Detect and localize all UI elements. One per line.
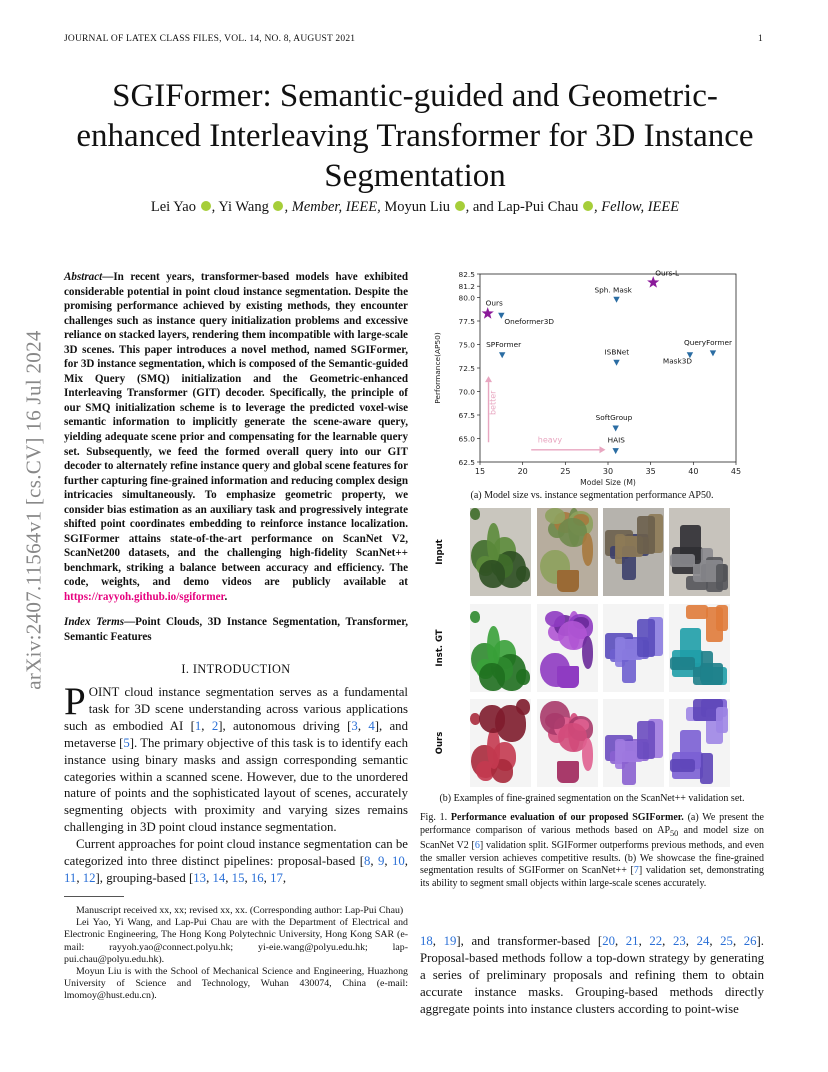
footnote-text: Lei Yao, Yi Wang, and Lap-Pui Chau are with the Department of Electrical and Electronic Engineering, The Hong Kong Polytechnic University, Hong Kong SAR (e-mail: rayyoh.yao@connect.polyu.hk; yi-eie.wang@polyu.edu.hk; lap-pui.chau@polyu.edu.hk). — [64, 917, 408, 965]
x-tick-label: 35 — [645, 467, 656, 476]
section-number: I. — [181, 662, 190, 676]
segmentation-image — [537, 699, 598, 787]
row-label — [430, 512, 450, 592]
caption-text: ] validation split. SGIFormer outperforms previous methods, and even the smaller version achieves competitive results. (b) We showcase the fine-grained segmentation results of SGIFormer on ScanNet++ [ — [420, 840, 764, 877]
abstract — [64, 270, 408, 605]
y-tick-label: 67.5 — [458, 410, 475, 420]
sep: , — [244, 870, 251, 885]
figure-caption — [420, 812, 764, 891]
author-role: , Fellow, IEEE — [594, 199, 680, 215]
index-terms-label: Index Terms — [64, 616, 125, 628]
sep: , — [732, 934, 744, 948]
row-label — [430, 703, 450, 783]
running-header: JOURNAL OF LATEX CLASS FILES, VOL. 14, NO. 8, AUGUST 2021 — [64, 34, 356, 44]
citation-link[interactable]: 22 — [649, 934, 663, 948]
citation-link[interactable]: 10 — [391, 854, 405, 869]
sep: , — [206, 870, 213, 885]
segmentation-image — [669, 604, 730, 692]
footnotes — [64, 905, 408, 1003]
period: . — [224, 591, 228, 604]
segment-blob — [470, 611, 480, 623]
sep: , — [709, 934, 721, 948]
citation-link[interactable]: 25 — [720, 934, 733, 948]
segmentation-image — [603, 699, 664, 787]
caption-text: (a) We present the performance comparison of various methods based on AP — [420, 812, 764, 836]
sep: , — [384, 854, 392, 869]
x-tick-label: 25 — [560, 467, 571, 476]
point-label: Sph. Mask — [594, 285, 632, 295]
intro-text: OINT cloud instance segmentation serves as a fundamental task for 3D scene understanding across various applications such as embodied AI [ — [64, 685, 408, 733]
intro-text: ]. The primary objective of this task is to identify each instance using binary masks and assign corresponding semantic categories within a scanned scene. However, due to the unordered nature of points and the sophisticated layout of scenes, accurately segmenting objects with proximity and varying sizes remains challenging in 3D point cloud instance segmentation. — [64, 735, 408, 835]
intro-text: ], and metaverse [ — [64, 718, 408, 750]
intro-text: ], autonomous driving [ — [218, 718, 352, 733]
citation-link[interactable]: 18 — [420, 934, 433, 948]
segment-blob — [545, 611, 565, 627]
sep: , — [432, 934, 444, 948]
citation-link[interactable]: 5 — [123, 735, 130, 750]
segmentation-image — [537, 508, 598, 596]
abstract-label: Abstract — [64, 271, 103, 283]
sep: , — [201, 718, 212, 733]
segmentation-image — [470, 604, 531, 692]
figure-title: Performance evaluation of our proposed SGIFormer. — [450, 812, 684, 823]
segment-blob — [470, 508, 480, 520]
point-label: SoftGroup — [595, 413, 633, 423]
subscript: 50 — [670, 828, 679, 838]
arxiv-id: arXiv:2407.11564v1 [cs.CV] 16 Jul 2024 — [21, 330, 46, 690]
segment-blob — [479, 663, 505, 691]
segment-blob — [487, 626, 500, 667]
segment-blob — [670, 554, 695, 567]
citation-link[interactable]: 3 — [351, 718, 358, 733]
author-name: Lei Yao — [150, 199, 196, 215]
author-name: , and Lap-Pui Chau — [465, 199, 579, 215]
paper-title: SGIFormer: Semantic-guided and Geometric-enhanced Interleaving Transformer for 3D Instance Segmentation — [76, 78, 754, 194]
y-tick-label: 82.5 — [458, 269, 475, 279]
segment-blob — [487, 523, 500, 564]
x-axis-label: Model Size (M) — [580, 478, 636, 487]
footnote-text: Manuscript received xx, xx; revised xx, xx. (Corresponding author: Lap-Pui Chau) — [76, 905, 404, 916]
row-label — [430, 608, 450, 688]
y-tick-label: 75.0 — [458, 340, 475, 350]
citation-link[interactable]: 24 — [696, 934, 710, 948]
x-tick-label: 20 — [517, 467, 528, 476]
segment-blob — [582, 738, 593, 771]
point-label: SPFormer — [486, 339, 522, 349]
abstract-text: —In recent years, transformer-based models have exhibited considerable potential in point cloud instance segmentation. Despite the promising performance achieved by existing methods, they encounter challenges such as instance query initialization problems and excessive reliance on stacked layers, rendering them incompatible with large-scale 3D scenes. This paper introduces a novel method, named SGIFormer, for 3D instance segmentation, which is composed of the Semantic-guided Mix Query (SMQ) initialization and the Geometric-enhanced Interleaving Transformer (GIT) decoder. Specifically, the principle of our SMQ initialization scheme is to leverage the predicted voxel-wise semantic information to implicitly generate the scene-aware query, yielding adequate scene prior and compensating for the learnable query set. Subsequently, we feed the formed overall query into our GIT decoder to alternately refine instance query and global scene features for further capturing fine-grained information and reducing complex design intricacies simultaneously. To emphasize geometric property, we consider bias estimation as an auxiliary task and progressively integrate shifted point coordinates embedding to reinforce instance localization. SGIFormer attains state-of-the-art performance on ScanNet V2, ScanNet200 datasets, and the challenging high-fidelity ScanNet++ benchmark, striking a balance between accuracy and efficiency. The code, weights, and demo videos are publicly available at — [64, 271, 408, 589]
segment-blob — [716, 707, 728, 733]
citation-link[interactable]: 19 — [443, 934, 457, 948]
body-text: ], and transformer-based [ — [456, 934, 603, 948]
point-label: Oneformer3D — [504, 316, 554, 326]
segmentation-image — [603, 508, 664, 596]
y-axis-label: Performance(AP50) — [433, 332, 442, 404]
citation-link[interactable]: 20 — [602, 934, 615, 948]
caption-b: (b) Examples of fine-grained segmentation on the ScanNet++ validation set. — [439, 793, 745, 804]
segment-blob — [479, 705, 505, 733]
orcid-icon[interactable] — [455, 201, 465, 211]
y-tick-label: 65.0 — [458, 434, 475, 444]
segment-blob — [716, 564, 728, 590]
figure-label: Fig. 1. — [420, 812, 448, 823]
index-terms — [64, 615, 408, 644]
citation-link[interactable]: 7 — [633, 865, 639, 877]
model-size-chart — [430, 268, 760, 490]
y-tick-label: 72.5 — [458, 363, 475, 373]
citation-link[interactable]: 23 — [672, 934, 686, 948]
heavy-label: heavy — [537, 435, 563, 445]
citation-link[interactable]: 13 — [193, 870, 207, 885]
citation-link[interactable]: 9 — [377, 854, 385, 869]
sep: , — [685, 934, 697, 948]
intro-paragraph-2 — [64, 836, 408, 887]
segment-blob — [637, 619, 655, 657]
segmentation-image — [669, 508, 730, 596]
x-tick-label: 45 — [730, 467, 742, 476]
sep: , — [662, 934, 673, 948]
sep: , — [370, 854, 378, 869]
citation-link[interactable]: 17 — [270, 870, 283, 885]
orcid-icon[interactable] — [201, 201, 211, 211]
section-title: INTRODUCTION — [192, 662, 291, 676]
citation-link[interactable]: 11 — [64, 870, 77, 885]
row-label-text: Input — [435, 539, 445, 565]
caption-a: (a) Model size vs. instance segmentation performance AP50. — [470, 490, 714, 501]
citation-link[interactable]: 14 — [212, 870, 226, 885]
pot-shape — [557, 761, 579, 783]
author-name: Moyun Liu — [380, 199, 450, 215]
segmentation-image — [470, 699, 531, 787]
segmentation-image — [603, 604, 664, 692]
author-list — [60, 199, 770, 216]
point-label: Ours — [485, 298, 503, 308]
project-link[interactable]: https://rayyoh.github.io/sgiformer — [64, 591, 225, 604]
footnote-text: Moyun Liu is with the School of Mechanical Science and Engineering, Huazhong University of Science and Technology, Wuhan 430074, China (e-mail: lmomoy@hust.edu.cn). — [64, 966, 408, 1002]
point-label: HAIS — [607, 435, 625, 445]
segmentation-image — [470, 508, 531, 596]
introduction-text — [64, 680, 408, 887]
intro-text: Current approaches for point cloud instance segmentation can be categorized into three distinct pipelines: proposal-based [ — [64, 837, 408, 869]
citation-link[interactable]: 12 — [82, 870, 96, 885]
better-label: better — [488, 390, 498, 416]
drop-cap: P — [64, 680, 86, 723]
point-label: QueryFormer — [683, 337, 733, 347]
right-column-text — [420, 933, 764, 1018]
footnote — [64, 966, 408, 1003]
x-tick-label: 40 — [688, 467, 699, 476]
point-label: Mask3D — [662, 356, 692, 366]
segment-blob — [670, 759, 695, 772]
segment-blob — [545, 713, 565, 729]
pot-shape — [557, 666, 579, 688]
citation-link[interactable]: 15 — [231, 870, 245, 885]
author-role: , Member, IEEE, — [284, 199, 381, 215]
citation-link[interactable]: 2 — [211, 718, 219, 733]
orcid-icon[interactable] — [583, 201, 593, 211]
caption-text: and model size on ScanNet V2 [ — [420, 824, 764, 852]
caption-text: ] validation set, demonstrating its ability to segment small objects within large-scale scenes accurately. — [420, 865, 765, 889]
sep: , — [225, 870, 232, 885]
segmentation-image — [669, 699, 730, 787]
citation-link[interactable]: 4 — [368, 718, 375, 733]
citation-link[interactable]: 26 — [743, 934, 757, 948]
index-terms-text: —Point Clouds, 3D Instance Segmentation, Transformer, Semantic Features — [64, 616, 408, 643]
section-heading — [64, 662, 408, 677]
citation-link[interactable]: 16 — [250, 870, 264, 885]
segment-blob — [670, 657, 695, 670]
point-label: ISBNet — [604, 347, 630, 357]
segmentation-image — [537, 604, 598, 692]
row-label-text: Ours — [435, 731, 445, 755]
segment-blob — [700, 753, 713, 784]
segment-blob — [716, 605, 728, 631]
pot-shape — [557, 570, 579, 592]
row-label-text: Inst. GT — [435, 629, 445, 667]
footnote — [64, 905, 408, 917]
segment-blob — [479, 560, 505, 588]
citation-link[interactable]: 8 — [363, 854, 371, 869]
sep: , — [638, 934, 650, 948]
footnote-rule — [64, 896, 124, 897]
sep: , — [404, 854, 408, 869]
author-name: , Yi Wang — [211, 199, 269, 215]
segment-blob — [487, 728, 500, 769]
y-tick-label: 77.5 — [458, 316, 475, 326]
segment-blob — [637, 516, 655, 554]
y-tick-label: 62.5 — [458, 457, 475, 467]
segment-blob — [582, 636, 593, 669]
intro-text: ], grouping-based [ — [95, 870, 194, 885]
x-tick-label: 30 — [602, 467, 614, 476]
citation-link[interactable]: 21 — [625, 934, 639, 948]
sep: , — [357, 718, 369, 733]
arxiv-sidebar — [14, 290, 54, 730]
y-tick-label: 81.2 — [458, 282, 475, 292]
orcid-icon[interactable] — [273, 201, 283, 211]
page-number: 1 — [758, 34, 763, 44]
citation-link[interactable]: 1 — [194, 718, 202, 733]
body-text: ]. Proposal-based methods follow a top-down strategy by generating a series of preliminary proposals and refining them to obtain accurate instance masks. Grouping-based methods directly aggregate points into instance clusters according to point-wise — [420, 934, 765, 1016]
sep: , — [76, 870, 83, 885]
footnote — [64, 917, 408, 966]
segment-blob — [637, 721, 655, 759]
sep: , — [263, 870, 271, 885]
intro-text: , — [282, 870, 287, 885]
y-tick-label: 80.0 — [458, 293, 475, 303]
segment-blob — [545, 508, 565, 524]
segment-blob — [582, 533, 593, 566]
x-tick-label: 15 — [474, 467, 486, 476]
sep: , — [614, 934, 626, 948]
point-label: Ours-L — [655, 268, 680, 278]
plot-frame — [480, 274, 736, 462]
segment-blob — [686, 605, 708, 619]
y-tick-label: 70.0 — [458, 387, 475, 397]
citation-link[interactable]: 6 — [474, 840, 480, 852]
